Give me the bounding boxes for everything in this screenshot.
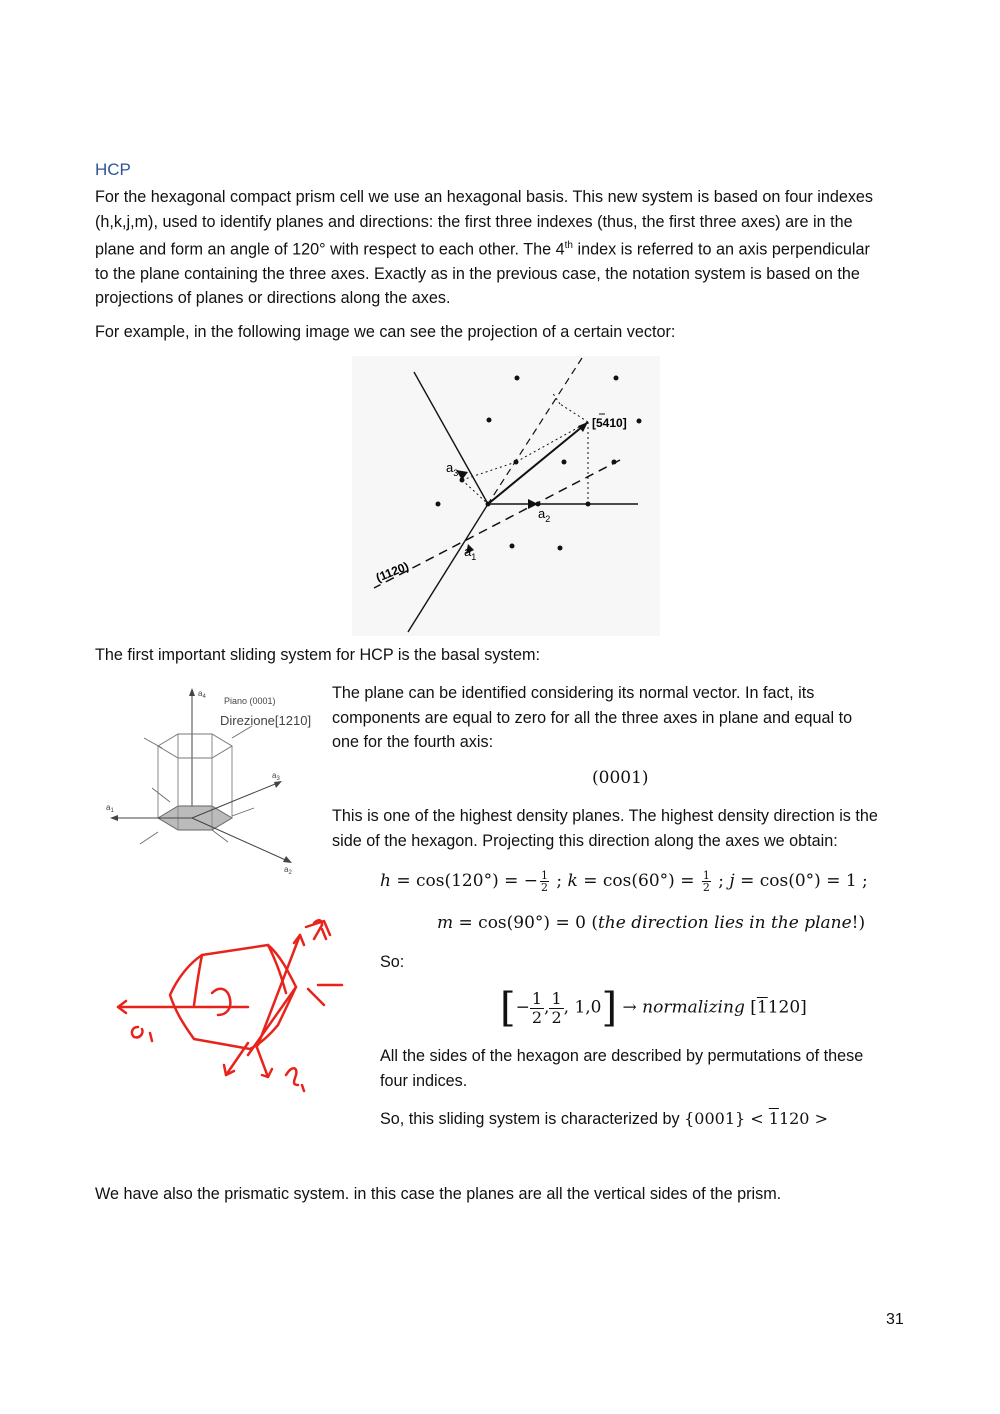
label-a1: $a_1$ [106,803,114,814]
hexagon-top [158,734,232,758]
label-piano: Piano (0001) [224,696,276,706]
sketch-strokes [118,920,342,1091]
projection-figure [352,356,660,636]
label-direction: [5410] [592,416,627,430]
basal-intro: The first important sliding system for HCP is the basal system: [95,646,541,664]
intro-line: For the hexagonal compact prism cell we use an hexagonal basis. This new system is based on four indexes [95,188,874,206]
projection-equation: h = cos(120°) = − $\frac{1}{2}$ ; k = cos(60°) = $\frac{1}{2}$ ; j = cos(0°) = 1 ; [380,869,868,894]
characterization-text: So, this sliding system is characterized by {0001} < 1120 > [380,1109,828,1128]
m-equation: m = cos(90°) = 0 (the direction lies in the plane!) [437,913,866,933]
intro-line: plane and form an angle of 120° with respect to each other. The 4th index is referred to an axis perpendicular [95,240,870,259]
a3-axis [192,782,280,818]
intro-line: projections of planes or directions along the axes. [95,289,451,308]
a2-axis [192,818,290,862]
normalization-equation: [− $\frac{1}{2}$ , $\frac{1}{2}$ , 1,0] → normalizing [1120] [500,985,807,1031]
example-text: For example, in the following image we can see the projection of a certain vector: [95,323,676,341]
sketch-label-a1: a1 [314,815,316,816]
sides-paragraph [380,1044,900,1093]
intro-line: (h,k,j,m), used to identify planes and directions: the first three indexes (thus, the first three axes) are in the [95,212,853,231]
prismatic-text: We have also the prismatic system. in this case the planes are all the vertical sides of the prism. [95,1185,782,1203]
sides-line: All the sides of the hexagon are described by permutations of these [380,1047,864,1065]
basal-line: This is one of the highest density planes. The highest density direction is the [332,807,878,825]
label-a2: $a_2$ [538,506,551,524]
label-plane: (1120) [373,559,411,585]
label-a3: $a_3$ [446,460,459,478]
basal-line: The plane can be identified considering its normal vector. In fact, its [332,684,815,702]
intro-line: to the plane containing the three axes. Exactly as in the previous case, the notation system is based on the [95,264,860,283]
label-a4: $a_4$ [198,689,206,700]
section-title: HCP [95,160,131,179]
label-a1: $a_1$ [464,544,477,562]
intro-paragraph [95,185,905,311]
label-a3: $a_3$ [272,771,280,782]
basal-line: one for the fourth axis: [332,733,494,751]
basal-line: side of the hexagon. Projecting this direction along the axes we obtain: [332,831,838,850]
basal-line: components are equal to zero for all the three axes in plane and equal to [332,708,853,727]
label-direzione: Direzione[1210] [220,713,312,728]
label-a2: $a_2$ [284,865,292,876]
hexagonal-prism-figure [100,682,320,882]
sides-line: four indices. [380,1071,468,1090]
so-text: So: [380,953,405,971]
plane-equation: (0001) [592,768,649,788]
page-number: 31 [886,1311,904,1328]
figure-background [352,356,660,636]
basal-paragraph-2 [332,804,912,853]
basal-paragraph-1 [332,681,912,755]
